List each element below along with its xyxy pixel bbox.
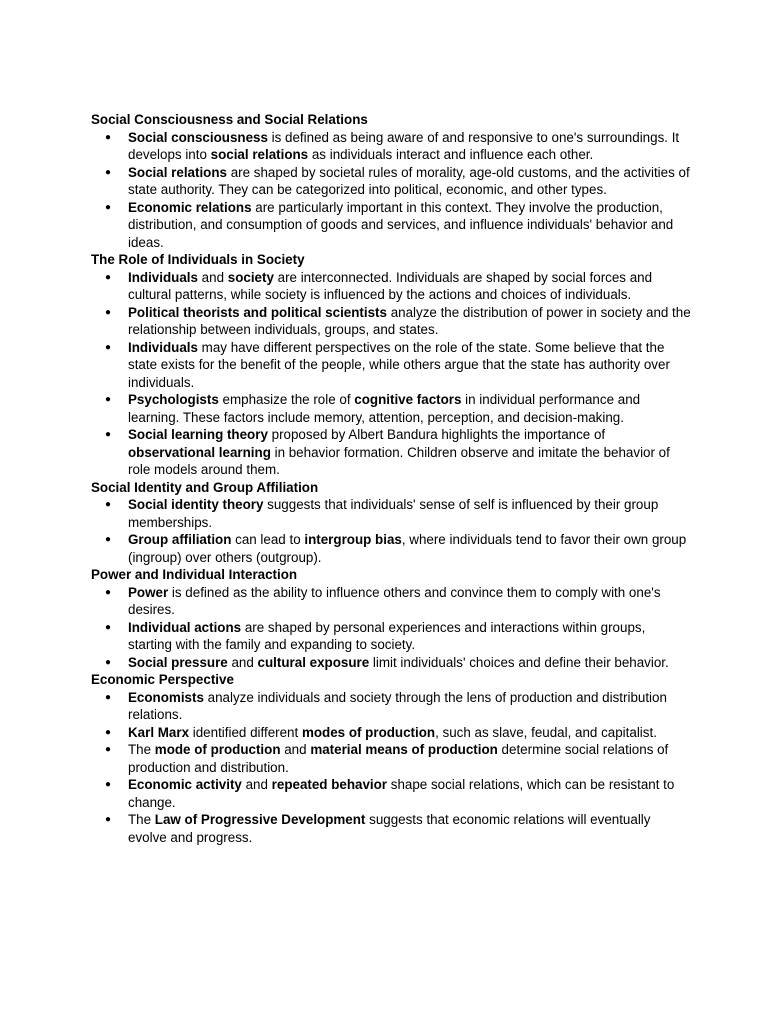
list-item [91,531,691,566]
bullet-list [91,129,691,252]
bold-term: Individuals [128,269,198,285]
bullet-list [91,689,691,847]
bold-term: Power [128,584,169,600]
bullet-list [91,496,691,566]
list-item [91,724,691,742]
document-body [91,111,691,846]
body-text: emphasize the role of [218,392,355,407]
list-item [91,129,691,164]
bold-term: modes of production [301,724,436,740]
body-text: suggests that individuals' sense of self is influenced by their group memberships. [128,497,659,530]
bold-term: society [227,269,274,285]
body-text: identified different [189,724,302,740]
list-item [91,496,691,531]
body-text: analyze the distribution of power in society and the relationship between individuals, groups, and states. [128,304,691,337]
bold-term: Political theorists and political scientists [128,304,387,320]
list-item [91,304,691,339]
bold-term: intergroup bias [304,532,402,547]
body-text: are interconnected. Individuals are shaped by social forces and cultural patterns, while society is influenced by the actions and choices of individuals. [128,269,653,302]
body-text: limit individuals' choices and define their behavior. [369,654,669,670]
bold-term: Psychologists [128,392,219,407]
bold-term: Law of Progressive Development [154,812,366,827]
body-text: and [241,777,272,792]
bold-term: social relations [210,147,309,162]
bold-term: repeated behavior [271,777,388,792]
bold-term: Economic relations [128,199,252,215]
bold-term: Individuals [128,339,198,355]
bold-term: cognitive factors [354,392,462,407]
list-item [91,164,691,199]
section-heading: Economic Perspective [91,672,234,687]
body-text: can lead to [231,532,305,547]
bold-term: Karl Marx [128,724,190,740]
body-text: The [128,812,155,827]
bold-term: Group affiliation [128,532,232,547]
body-text: is defined as the ability to influence others and convince them to comply with one's desires. [128,584,661,617]
bold-term: Social relations [128,164,227,180]
body-text: The [128,742,155,757]
list-item [91,619,691,654]
bold-term: mode of production [154,742,281,757]
body-text: as individuals interact and influence each other. [308,147,594,162]
body-text: is defined as being aware of and responsive to one's surroundings. It develops into [128,129,680,162]
body-text: and [197,269,228,285]
list-item [91,391,691,426]
body-text: are shaped by personal experiences and interactions within groups, starting with the family and expanding to society. [128,619,646,652]
list-item [91,199,691,252]
bold-term: Social pressure [128,654,228,670]
section-heading: Social Consciousness and Social Relations [91,112,368,127]
body-text: determine social relations of production and distribution. [128,742,669,775]
body-text: may have different perspectives on the role of the state. Some believe that the state exists for the benefit of the people, while others argue that the state has authority over individuals. [128,339,670,390]
bold-term: material means of production [310,742,498,757]
body-text: proposed by Albert Bandura highlights the importance of [267,427,606,442]
bold-term: Economic activity [128,777,242,792]
section-heading: The Role of Individuals in Society [91,252,305,267]
body-text: in individual performance and learning. These factors include memory, attention, perception, and decision-making. [128,392,641,425]
bold-term: cultural exposure [257,654,370,670]
body-text: suggests that economic relations will eventually evolve and progress. [128,812,651,845]
bullet-list [91,584,691,672]
bold-term: Economists [128,689,204,705]
bold-term: Social learning theory [128,427,268,442]
bold-term: observational learning [128,444,271,460]
list-item [91,269,691,304]
list-item [91,339,691,392]
body-text: are shaped by societal rules of morality, age-old customs, and the activities of state authority. They can be categorized into political, economic, and other types. [128,164,690,197]
body-text: , such as slave, feudal, and capitalist. [435,724,657,740]
list-item [91,689,691,724]
body-text: , where individuals tend to favor their own group (ingroup) over others (outgroup). [128,532,687,565]
list-item [91,776,691,811]
list-item [91,584,691,619]
list-item [91,426,691,479]
bullet-list [91,269,691,479]
body-text: are particularly important in this context. They involve the production, distribution, and consumption of goods and services, and influence individuals' behavior and ideas. [128,199,674,250]
bold-term: Social consciousness [128,129,268,145]
section-heading: Power and Individual Interaction [91,567,298,582]
body-text: in behavior formation. Children observe and imitate the behavior of role models around them. [128,444,670,477]
bold-term: Individual actions [128,619,242,635]
list-item [91,811,691,846]
body-text: analyze individuals and society through the lens of production and distribution relations. [128,689,667,722]
section-heading: Social Identity and Group Affiliation [91,479,319,495]
bold-term: Social identity theory [128,497,264,512]
list-item [91,654,691,672]
body-text: and [280,742,311,757]
body-text: and [227,654,258,670]
list-item [91,741,691,776]
body-text: shape social relations, which can be resistant to change. [128,777,675,810]
